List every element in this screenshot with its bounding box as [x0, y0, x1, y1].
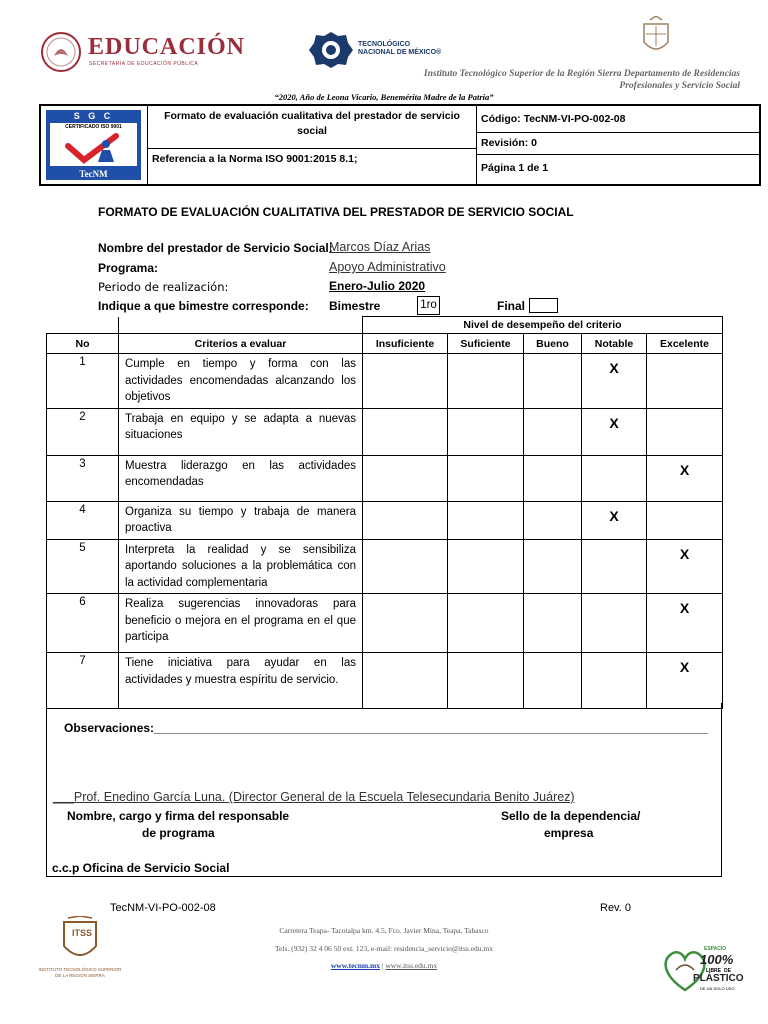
eco-libre: LIBRE — [706, 968, 721, 974]
mark-cell — [582, 594, 647, 653]
sgc-inner — [50, 123, 137, 166]
col-no-header: No — [47, 334, 119, 354]
mexico-seal-icon — [40, 30, 82, 74]
mark-cell — [582, 539, 647, 594]
page-text: Página 1 de 1 — [481, 162, 549, 174]
table-row — [47, 354, 723, 409]
eco-number: 100% — [700, 952, 734, 967]
program-value: Apoyo Administrativo — [329, 260, 446, 274]
level-header: Nivel de desempeño del criterio — [363, 317, 723, 334]
mark-cell — [582, 455, 647, 501]
table-row — [47, 455, 723, 501]
mark-cell: X — [647, 539, 723, 594]
bimester-box: 1ro — [417, 296, 440, 315]
criterion-text: Realiza sugerencias innovadoras para beneficio o mejora en el programa en el que participa — [119, 594, 363, 653]
criterion-text: Muestra liderazgo en las actividades encomendadas — [119, 455, 363, 501]
eco-bottom: DE UN SOLO USO — [700, 986, 735, 991]
mark-cell — [363, 408, 448, 455]
mark-cell — [448, 354, 524, 409]
institute-logo-text: ITSS — [72, 928, 93, 938]
level-suficiente-header: Suficiente — [448, 334, 524, 354]
eco-plastico: PLÁSTICO — [693, 973, 744, 984]
mark-cell — [524, 501, 582, 539]
mark-cell — [363, 455, 448, 501]
mark-cell — [524, 539, 582, 594]
row-number: 5 — [47, 539, 119, 594]
web-separator: | — [380, 961, 386, 970]
mark-cell — [448, 408, 524, 455]
row-number: 6 — [47, 594, 119, 653]
observations-label: Observaciones:___________________________________________________________________________________ — [64, 721, 708, 735]
revision-cell: Revisión: 0 — [477, 133, 759, 155]
reference-cell: Referencia a la Norma ISO 9001:2015 8.1; — [148, 149, 477, 184]
level-excelente-header: Excelente — [647, 334, 723, 354]
eco-top: ESPACIO — [704, 946, 727, 952]
institute-caption-2: DE LA REGIÓN SIERRA — [55, 973, 105, 978]
footer-web — [0, 961, 768, 970]
mark-cell — [448, 501, 524, 539]
name-label: Nombre del prestador de Servicio Social: — [98, 241, 333, 255]
mark-cell — [524, 408, 582, 455]
mark-cell: X — [582, 354, 647, 409]
table-row — [47, 539, 723, 594]
table-row — [47, 501, 723, 539]
header-table — [39, 104, 761, 186]
bimester-label: Indique a que bimestre corresponde: — [98, 299, 309, 313]
final-box — [529, 298, 558, 313]
mark-cell — [647, 408, 723, 455]
mark-cell: X — [647, 594, 723, 653]
institute-crest-icon — [640, 16, 672, 58]
tecnm-logo-icon — [308, 30, 354, 70]
mark-cell — [363, 501, 448, 539]
criterion-text: Tiene iniciativa para ayudar en las actividades y muestra espíritu de servicio. — [119, 653, 363, 709]
institute-line-2: Profesionales y Servicio Social — [619, 81, 740, 91]
row-number: 1 — [47, 354, 119, 409]
mark-cell — [524, 455, 582, 501]
criterion-text: Cumple en tiempo y forma con las actividades encomendadas alcanzando los objetivos — [119, 354, 363, 409]
footer-address: Carretera Teapa- Tacotalpa km. 4.5, Fco. Javier Mina, Teapa, Tabasco — [279, 926, 489, 935]
page-cell — [477, 155, 759, 184]
form-title: FORMATO DE EVALUACIÓN CUALITATIVA DEL PRESTADOR DE SERVICIO SOCIAL — [98, 205, 574, 219]
mark-cell: X — [647, 653, 723, 709]
mark-cell — [582, 653, 647, 709]
mark-cell — [363, 539, 448, 594]
table-row — [47, 653, 723, 709]
table-row — [47, 408, 723, 455]
web-link-itss[interactable]: www.itss.edu.mx — [385, 961, 438, 970]
row-number: 4 — [47, 501, 119, 539]
eco-badge — [660, 944, 744, 996]
education-brand: EDUCACIÓN — [88, 34, 246, 60]
ccp-line: c.c.p Oficina de Servicio Social — [52, 861, 230, 875]
final-word: Final — [497, 299, 526, 313]
row-number: 7 — [47, 653, 119, 709]
responsible-name: ___Prof. Enedino García Luna. (Director General de la Escuela Telesecundaria Benito Juárez) — [53, 790, 575, 804]
mark-cell — [647, 501, 723, 539]
level-notable-header: Notable — [582, 334, 647, 354]
tecnm-text — [358, 41, 441, 57]
seal-caption-1: Sello de la dependencia/ — [501, 809, 641, 823]
sgc-footer: TecNM — [79, 169, 108, 179]
level-bueno-header: Bueno — [524, 334, 582, 354]
education-subtitle: SECRETARÍA DE EDUCACIÓN PÚBLICA — [89, 61, 199, 67]
table-row — [47, 594, 723, 653]
row-number: 2 — [47, 408, 119, 455]
mark-cell — [524, 653, 582, 709]
mark-cell — [524, 594, 582, 653]
criteria-table — [46, 316, 723, 709]
seal-caption-2: empresa — [544, 826, 594, 840]
mark-cell — [363, 594, 448, 653]
mark-cell: X — [647, 455, 723, 501]
name-value: Marcos Díaz Arias — [329, 240, 431, 254]
bimester-word: Bimestre — [329, 299, 381, 313]
sgc-title: S G C — [73, 111, 114, 121]
mark-cell — [448, 455, 524, 501]
eco-de: DE — [724, 968, 731, 974]
mark-cell — [448, 539, 524, 594]
motto: “2020, Año de Leona Vicario, Benemérita Madre de la Patria” — [274, 92, 494, 102]
mark-cell — [448, 653, 524, 709]
period-value: Enero-Julio 2020 — [329, 279, 426, 293]
institute-shield-icon — [34, 916, 126, 966]
code-cell: Código: TecNM-VI-PO-002-08 — [477, 106, 759, 133]
mark-cell — [647, 354, 723, 409]
criterion-text: Trabaja en equipo y se adapta a nuevas situaciones — [119, 408, 363, 455]
web-link-tecnm[interactable]: www.tecnm.mx — [330, 961, 381, 970]
responsible-caption-2: de programa — [142, 826, 215, 840]
mark-cell: X — [582, 408, 647, 455]
mark-cell: X — [582, 501, 647, 539]
program-label: Programa: — [98, 261, 159, 275]
sgc-cell — [41, 106, 148, 184]
format-title-cell: Formato de evaluación cualitativa del prestador de servicio social — [148, 106, 477, 149]
mark-cell — [363, 653, 448, 709]
check-icon — [50, 130, 137, 164]
criterion-text: Interpreta la realidad y se sensibiliza aportando soluciones a la problemática con la actividad complementaria — [119, 539, 363, 594]
sgc-subtitle: CERTIFICADO ISO 9001 — [65, 124, 122, 130]
responsible-caption-1: Nombre, cargo y firma del responsable — [67, 809, 290, 823]
criterion-text: Organiza su tiempo y trabaja de manera proactiva — [119, 501, 363, 539]
tecnm-line1: TECNOLÓGICO — [358, 41, 411, 48]
institute-line-1: Instituto Tecnológico Superior de la Región Sierra Departamento de Residencias — [423, 69, 740, 79]
footer-code: TecNM-VI-PO-002-08 — [110, 902, 216, 914]
institute-caption-1: INSTITUTO TECNOLÓGICO SUPERIOR — [38, 967, 122, 972]
mark-cell — [448, 594, 524, 653]
mark-cell — [524, 354, 582, 409]
level-insuficiente-header: Insuficiente — [363, 334, 448, 354]
sgc-logo — [46, 110, 141, 180]
col-criteria-header: Criterios a evaluar — [119, 334, 363, 354]
row-number: 3 — [47, 455, 119, 501]
footer-phones: Tels. (932) 32 4 06 50 ext. 123, e-mail: residencia_servicio@itss.edu.mx — [274, 944, 493, 953]
tecnm-line2: NACIONAL DE MÉXICO® — [358, 49, 442, 56]
period-label: Periodo de realización: — [98, 280, 229, 294]
footer-rev: Rev. 0 — [600, 902, 631, 914]
mark-cell — [363, 354, 448, 409]
